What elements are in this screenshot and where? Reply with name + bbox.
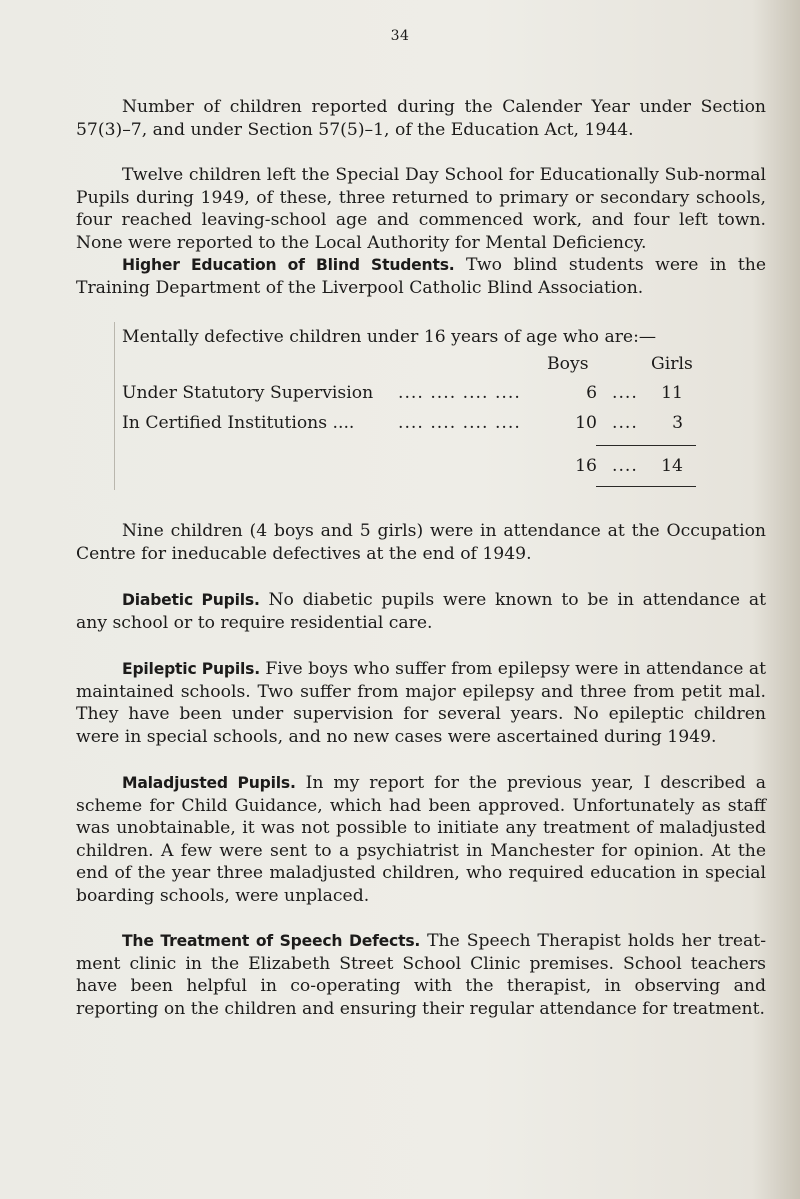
total-boys: 16 [575,456,597,476]
paragraph-diabetic-pupils [76,589,766,634]
row-leader-dots: .... .... .... .... [398,383,521,403]
value-separator: .... [612,383,638,403]
row-leader-dots: .... .... .... .... [398,413,521,433]
page-number: 34 [390,28,410,44]
row-label-certified-institutions: In Certified Institutions .... [122,413,355,433]
paragraph-maladjusted-pupils [76,772,766,908]
value-boys-statutory: 6 [586,383,597,403]
body-epileptic-pupils: Five boys who suffer from epilepsy were in attendance at maintained schools. Two suffer from major epilepsy and three from petit mal. They have been under supervision for several years. No epileptic children were in special schools, and no new cases were ascertained during 1949. [76,659,766,747]
paragraph-section-57: Number of children reported during the Calender Year under Section 57(3)–7, and under Section 57(5)–1, of the Education Act, 1944. [76,97,766,140]
heading-maladjusted-pupils: Maladjusted Pupils. [122,774,296,792]
body-diabetic-pupils: No diabetic pupils were known to be in attendance at any school or to require residential care. [76,590,766,633]
value-girls-statutory: 11 [661,383,683,403]
paragraph-blind-students [76,254,766,299]
value-girls-certified: 3 [672,413,683,433]
heading-speech-defects: The Treatment of Speech Defects. [122,932,421,950]
total-separator: .... [612,456,638,476]
body-blind-students: Two blind students were in the Training Department of the Liverpool Catholic Blind Association. [76,255,767,298]
heading-epileptic-pupils: Epileptic Pupils. [122,660,260,678]
paragraph-occupation-centre: Nine children (4 boys and 5 girls) were in attendance at the Occupation Centre for ineducable defectives at the end of 1949. [76,521,766,564]
row-label-statutory-supervision: Under Statutory Supervision [122,383,374,403]
paragraph-epileptic-pupils [76,658,766,748]
heading-diabetic-pupils: Diabetic Pupils. [122,591,260,609]
body-speech-defects: The Speech Therapist holds her treat-ment clinic in the Elizabeth Street School Clinic premises. School teachers have been helpful in co-operating with the therapist, in observing and reporting on the children and ensuring their regular attendance for treatment. [76,931,767,1019]
total-rule-top [596,445,696,446]
heading-blind-students: Higher Education of Blind Students. [122,256,455,274]
mental-table-intro: Mentally defective children under 16 years of age who are:— [122,327,657,347]
total-rule-bottom [596,486,696,487]
total-girls: 14 [661,456,683,476]
value-separator: .... [612,413,638,433]
column-header-boys: Boys [547,354,589,374]
margin-line [114,322,115,490]
body-maladjusted-pupils: In my report for the previous year, I described a scheme for Child Guidance, which had been approved. Unfortunately as staff was unobtainable, it was not possible to initiate any treatment of maladjusted children. A few were sent to a psychiatrist in Manchester for opinion. At the end of the year three maladjusted children, who required education in special boarding schools, were unplaced. [76,773,766,906]
paragraph-special-day-school: Twelve children left the Special Day School for Educationally Sub-normal Pupils during 1949, of these, three returned to primary or secondary schools, four reached leaving-school age and commenced work, and four left town. None were reported to the Local Authority for Mental Deficiency. [76,165,766,253]
paragraph-speech-defects [76,930,766,1020]
value-boys-certified: 10 [575,413,597,433]
column-header-girls: Girls [651,354,693,374]
